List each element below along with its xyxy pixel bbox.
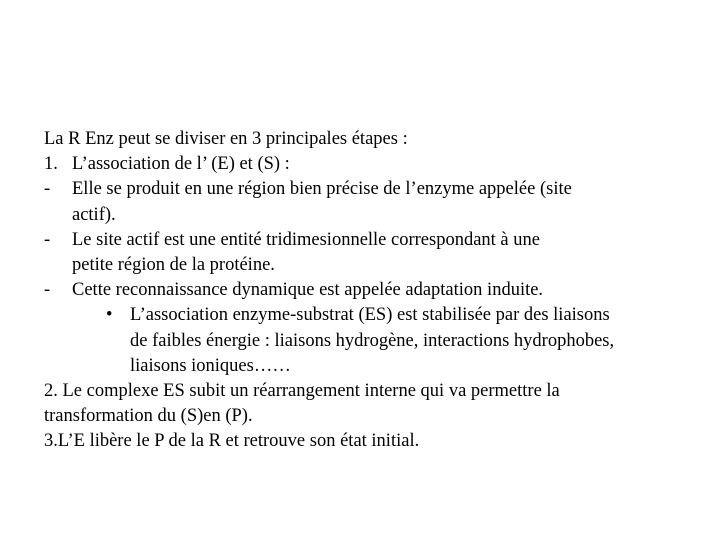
dash-marker: - (44, 280, 51, 301)
dash-text: Elle se produit en une région bien précise de l’enzyme appelée (site (72, 179, 572, 200)
dash-text: Le site actif est une entité tridimesionnelle correspondant à une (72, 229, 540, 250)
dash-text-continued: petite région de la protéine. (72, 255, 275, 276)
intro-line: La R Enz peut se diviser en 3 principales étapes : (44, 129, 408, 149)
bullet-marker: • (106, 305, 113, 326)
step-1-number: 1. (44, 154, 58, 175)
step-2-line-continued: transformation du (S)en (P). (44, 406, 253, 427)
bullet-text: L’association enzyme-substrat (ES) est stabilisée par des liaisons (130, 305, 610, 326)
bullet-item (44, 303, 684, 379)
dash-item (44, 228, 684, 278)
step-2-line: 2. Le complexe ES subit un réarrangement interne qui va permettre la (44, 381, 560, 402)
dash-item (44, 177, 684, 227)
dash-text-continued: actif). (72, 204, 116, 225)
step-1 (44, 152, 684, 177)
bullet-text-continued: liaisons ioniques…… (130, 355, 291, 376)
step-1-text: L’association de l’ (E) et (S) : (72, 154, 290, 175)
step-3-line: 3.L’E libère le P de la R et retrouve son état initial. (44, 431, 420, 452)
bullet-text-continued: de faibles énergie : liaisons hydrogène, interactions hydrophobes, (130, 330, 615, 351)
dash-text: Cette reconnaissance dynamique est appelée adaptation induite. (72, 280, 544, 301)
dash-marker: - (44, 229, 51, 250)
dash-marker: - (44, 179, 51, 200)
text-block (44, 127, 684, 455)
dash-item (44, 278, 684, 303)
